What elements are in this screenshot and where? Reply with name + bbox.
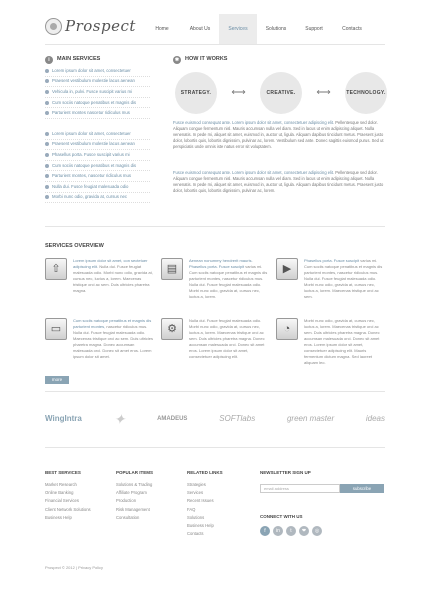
service-card: ⇧ Lorem ipsum dolor sit amet, con sectetuer adipiscing elit. Nulla dui. Fusce feugiat malesuada odio. Morbi nunc odio, gravida at, cursus nec, luctus a, lorem. Maecenas tristique orci ac sem. Duis ultricies pharetra magna. xyxy=(45,258,155,294)
gear-icon[interactable]: ⚙ xyxy=(161,318,183,340)
service-card: ⚙ Nulla dui. Fusce feugiat malesuada odio. Morbi nunc odio, gravida at, cursus nec, luctus a, lorem. Maecenas tristique orci ac sem. Duis ultricies pharetra magna. Donec accumsan malesuada orci. Donec sit amet eros. Lorem ipsum dolor sit amet, consectetuer adipiscing elit. xyxy=(161,318,271,360)
footer-link[interactable]: Business Help xyxy=(187,523,214,528)
list-item[interactable]: Cum sociis natoque penatibus et magnis dis xyxy=(45,161,150,172)
bullet-icon xyxy=(45,142,49,146)
footer-link[interactable]: Risk Management xyxy=(116,506,150,512)
service-card: ◔ Morbi nunc odio, gravida at, cursus nec, luctus a, lorem. Maecenas tristique orci ac sem. Duis ultricies pharetra magna. Donec accumsan malesuada orci. Donec sit amet eros. Lorem ipsum dolor sit amet, consectetuer adipiscing elit. Mauris fermentum dictum magna. Sed laoreet aliquam leo. xyxy=(276,318,386,366)
main-nav xyxy=(143,14,371,44)
services-list-2 xyxy=(45,129,150,203)
partner-logo[interactable]: green master xyxy=(286,414,335,424)
monitor-icon[interactable]: ▭ xyxy=(45,318,67,340)
bullet-icon xyxy=(45,153,49,157)
list-item[interactable]: Praesent vestibulum molestie lacus aenean xyxy=(45,77,150,88)
footer-divider xyxy=(45,447,385,448)
list-item[interactable]: Lorem ipsum dolor sit amet, consectetuer xyxy=(45,129,150,140)
how-it-works-paragraph-2: Fusce euismod consequat ante. Lorem ipsum dolor sit amet, consectetuer adipiscing elit. Pellentesque sed dolor. Aliquam congue fermentum nisl. Mauris accumsan nulla vel diam. Sed in lacus ut enim adipiscing aliquet. Nulla venenatis. In pede mi, aliquet sit amet, euismod in, auctor ut, ligula. Aliquam dapibus tincidunt metus. Praesent justo dolor, lobortis quis, lobortis dignissim, pulvinar ac, lorem. xyxy=(173,170,384,193)
partner-logo[interactable]: ideas xyxy=(365,414,385,424)
list-item[interactable]: Lorem ipsum dolor sit amet, consectetuer xyxy=(45,66,150,77)
bird-logo-icon[interactable]: ✦ xyxy=(113,411,126,427)
newsletter-title: NEWSLETTER SIGN UP xyxy=(260,470,311,475)
list-item[interactable]: Praesent vestibulum molestie lacus aenean xyxy=(45,140,150,151)
partner-logo[interactable]: WingIntra xyxy=(45,414,82,424)
bullet-icon xyxy=(45,195,49,199)
footer-link[interactable]: Services xyxy=(187,490,204,496)
bullet-icon xyxy=(45,164,49,168)
list-item[interactable]: Phasellus porta. Fusce suscipit varius mi xyxy=(45,150,150,161)
pie-chart-icon[interactable]: ◔ xyxy=(276,318,298,340)
footer-link[interactable]: Strategies xyxy=(187,482,206,488)
gear-icon: ✱ xyxy=(174,56,180,63)
document-icon[interactable]: ▤ xyxy=(161,258,183,280)
footer-col-best-services: BEST SERVICES Market Research Online Banking Financial Services Client Network Solutions Business Help xyxy=(45,470,107,523)
subscribe-button[interactable]: subscribe xyxy=(340,484,384,493)
section-divider xyxy=(45,226,385,227)
services-list-1 xyxy=(45,66,150,119)
services-overview-heading xyxy=(45,243,104,250)
info-icon: i xyxy=(45,56,53,64)
footer-link[interactable]: Affiliate Program xyxy=(116,490,147,496)
footer-link[interactable]: Production xyxy=(116,498,137,504)
footer-link[interactable]: Contacts xyxy=(187,531,204,537)
social-links xyxy=(260,526,322,536)
nav-solutions[interactable]: Solutions xyxy=(265,25,287,32)
process-steps xyxy=(175,72,387,114)
linkedin-icon[interactable]: in xyxy=(273,526,283,536)
bullet-icon xyxy=(45,132,49,136)
connect-title: CONNECT WITH US xyxy=(260,514,303,519)
footer-col-popular-items: POPULAR ITEMS Solutions & Trading Affiliate Program Production Risk Management Consultation xyxy=(116,470,178,523)
bullet-icon xyxy=(45,174,49,178)
list-item[interactable]: Parturient montes nascetur ridiculus mus xyxy=(45,108,150,119)
more-button[interactable]: more xyxy=(45,376,69,384)
list-item[interactable]: Cum sociis natoque penatibus et magnis dis xyxy=(45,98,150,109)
service-card: ▭ Cum sociis natoque penatibus et magnis dis parturient montes, nascetur ridiculus mus. Nulla dui. Fusce feugiat malesuada odio. Maecenas tristique orci ac sem. Duis ultricies pharetra magna. Donec accumsan malesuada orci. Donec sit amet eros. Lorem ipsum dolor sit amet. xyxy=(45,318,155,360)
partner-logos xyxy=(45,410,385,429)
list-item[interactable]: Morbi nunc odio, gravida at, cursus nec xyxy=(45,193,150,204)
heart-icon[interactable]: ❤ xyxy=(299,526,309,536)
footer-link[interactable]: Solutions xyxy=(187,514,205,520)
footer-link[interactable]: Financial Services xyxy=(45,498,79,504)
list-item[interactable]: Vehicula in, pulvi. Fusce suscipit varius mi xyxy=(45,87,150,98)
header-divider xyxy=(45,44,385,45)
nav-contacts[interactable]: Contacts xyxy=(342,25,362,32)
footer-link[interactable]: Client Network Solutions xyxy=(45,506,91,512)
bullet-icon xyxy=(45,69,49,73)
facebook-icon[interactable]: f xyxy=(260,526,270,536)
footer-link[interactable]: Solutions & Trading xyxy=(116,482,153,488)
email-field[interactable]: email address xyxy=(260,484,340,493)
logo-text: Prospect xyxy=(65,17,136,35)
bullet-icon xyxy=(45,185,49,189)
list-item[interactable]: Nulla dui. Fusce feugiat malesuada odio xyxy=(45,182,150,193)
step-technology: TECHNOLOGY. xyxy=(345,72,387,114)
partner-logo[interactable]: AMADEUS xyxy=(157,416,188,423)
double-arrow-icon: ⟷ xyxy=(231,87,246,98)
footer-link[interactable]: FAQ xyxy=(187,506,196,512)
step-strategy: STRATEGY. xyxy=(175,72,217,114)
service-card: ▤ Aenean nonummy hendrerit mauris. Phasellus porta. Fusce suscipit varius mi. Cum sociis natoque penatibus et magnis dis parturient montes, nascetur ridiculus mus. Nulla dui. Fusce feugiat malesuada odio. Morbi nunc odio, gravida at, cursus nec, luctus a, lorem. xyxy=(161,258,271,300)
double-arrow-icon: ⟷ xyxy=(316,87,331,98)
service-card: ▶ Phasellus porta. Fusce suscipit varius mi. Cum sociis natoque penatibus et magnis dis parturient montes, nascetur ridiculus mus. Nulla dui. Fusce feugiat malesuada odio. Morbi nunc odio, gravida at, cursus nec, luctus a, lorem. Maecenas tristique orci ac sem. xyxy=(276,258,386,300)
main-services-heading xyxy=(45,56,100,64)
how-it-works-title: HOW IT WORKS xyxy=(185,56,228,63)
list-item[interactable]: Parturient montes, nascetur ridiculus mus xyxy=(45,171,150,182)
nav-about-us[interactable]: About Us xyxy=(189,25,211,32)
how-it-works-paragraph-1: Fusce euismod consequat ante. Lorem ipsum dolor sit amet, consectetuer adipiscing elit. Pellentesque sed dolor. Aliquam congue fermentum nisl. Mauris accumsan nulla vel diam. Sed in lacus ut enim adipiscing aliquet. Nulla venenatis. In pede mi, aliquet sit amet, euismod in, auctor ut, ligula. Aliquam dapibus tincidunt metus. Praesent justo dolor, lobortis quis, lobortis dignissim, pulvinar ac, lorem. Vestibulum sed ante. Donec sagittis euismod purus. Sed ut perspiciatis unde omnis iste natus error sit voluptatem. xyxy=(173,120,384,149)
footer-col-related-links: RELATED LINKS Strategies Services Recent Issues FAQ Solutions Business Help Contacts xyxy=(187,470,249,539)
bullet-icon xyxy=(45,101,49,105)
twitter-icon[interactable]: t xyxy=(286,526,296,536)
nav-home[interactable]: Home xyxy=(155,25,169,32)
bullet-icon xyxy=(45,111,49,115)
services-overview-title: SERVICES OVERVIEW xyxy=(45,243,104,249)
footer-link[interactable]: Recent Issues xyxy=(187,498,214,504)
partner-logo[interactable]: SOFTlabs xyxy=(219,414,256,424)
footer-link[interactable]: Consultation xyxy=(116,514,140,520)
copyright[interactable]: Prospect © 2012 | Privacy Policy xyxy=(45,565,104,570)
bullet-icon xyxy=(45,79,49,83)
site-logo[interactable] xyxy=(45,16,136,36)
footer-link[interactable]: Business Help xyxy=(45,514,72,520)
nav-support[interactable]: Support xyxy=(305,25,323,32)
main-services-title: MAIN SERVICES xyxy=(57,56,101,63)
footer-link[interactable]: Market Research xyxy=(45,482,77,488)
how-it-works-heading xyxy=(173,56,227,64)
upload-arrow-icon[interactable]: ⇧ xyxy=(45,258,67,280)
bullet-icon xyxy=(45,90,49,94)
step-creative: CREATIVE. xyxy=(260,72,302,114)
play-icon[interactable]: ▶ xyxy=(276,258,298,280)
rss-icon[interactable]: ◎ xyxy=(312,526,322,536)
logo-mark-icon xyxy=(45,18,62,35)
nav-services[interactable]: Services xyxy=(219,14,257,44)
footer-link[interactable]: Online Banking xyxy=(45,490,74,496)
section-divider xyxy=(45,391,385,392)
